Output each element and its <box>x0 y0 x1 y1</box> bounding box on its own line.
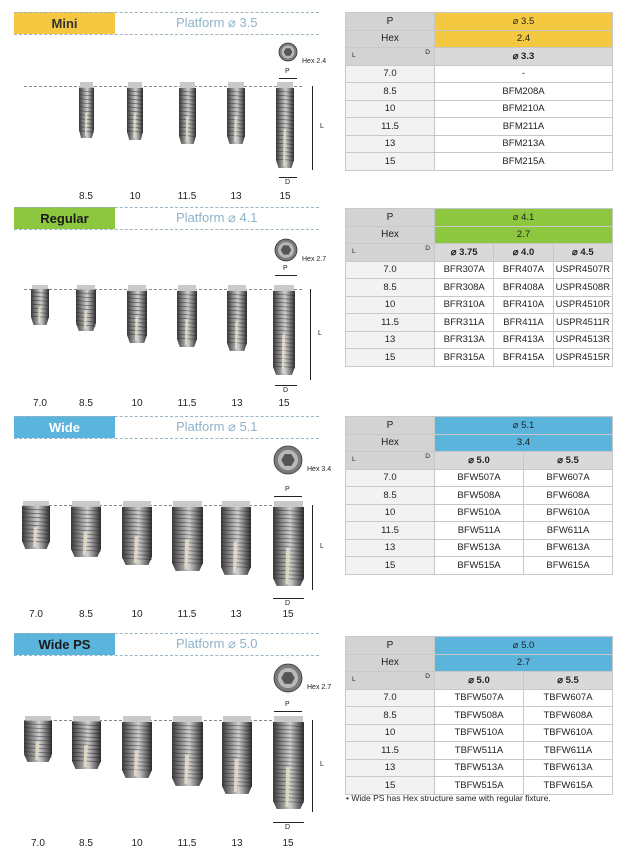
product-code-cell: USPR4507R <box>553 261 612 279</box>
platform-header: P <box>346 13 435 31</box>
product-code-cell: TBFW613A <box>524 759 613 777</box>
diameter-header: ⌀ 5.0 <box>435 452 524 470</box>
hex-value: 2.4 <box>435 30 613 48</box>
section-rule <box>14 34 319 35</box>
fixture-length-label: 8.5 <box>79 398 93 409</box>
platform-label: Platform ⌀ 5.1 <box>176 419 258 434</box>
hex-header: Hex <box>346 434 435 452</box>
platform-value: ⌀ 5.0 <box>435 637 613 655</box>
fixture-length-label: 15 <box>279 191 291 202</box>
fixture-length-label: 15 <box>282 838 294 849</box>
length-cell: 11.5 <box>346 118 435 136</box>
length-dimension-line <box>310 289 311 380</box>
product-code-cell: BFW608A <box>524 487 613 505</box>
implant-fixture <box>227 82 245 144</box>
length-cell: 11.5 <box>346 742 435 760</box>
product-code-cell: BFR408A <box>494 279 553 297</box>
product-code-cell: TBFW511A <box>435 742 524 760</box>
category-tab-wide: Wide <box>14 416 115 438</box>
implant-fixture <box>227 285 247 351</box>
platform-dimension-line <box>274 711 302 712</box>
diameter-dimension-label: D <box>285 600 291 607</box>
fixture-length-label: 7.0 <box>29 609 43 620</box>
length-cell: 8.5 <box>346 83 435 101</box>
section-rule <box>14 416 319 417</box>
platform-axis-line <box>24 289 302 290</box>
fixture-length-label: 7.0 <box>33 398 47 409</box>
diameter-axis-label: D <box>425 453 430 460</box>
implant-fixture <box>179 82 196 144</box>
hex-value: 2.7 <box>435 226 613 244</box>
fixture-length-label: 13 <box>231 398 243 409</box>
length-cell: 7.0 <box>346 469 435 487</box>
product-code-cell: USPR4510R <box>553 296 612 314</box>
platform-dimension-line <box>275 275 297 276</box>
length-cell: 7.0 <box>346 65 435 83</box>
length-axis-label: L <box>352 676 356 683</box>
length-cell: 13 <box>346 331 435 349</box>
diameter-dimension-line <box>273 822 304 823</box>
length-axis-label: L <box>352 456 356 463</box>
platform-label: Platform ⌀ 4.1 <box>176 210 258 225</box>
product-code-cell: BFR307A <box>435 261 494 279</box>
section-rule <box>14 655 319 656</box>
product-code-cell: BFW607A <box>524 469 613 487</box>
product-code-cell: TBFW607A <box>524 689 613 707</box>
hex-size-note: Hex 2.7 <box>302 256 327 263</box>
product-code-cell: BFW515A <box>435 557 524 575</box>
fixture-length-label: 11.5 <box>177 191 197 202</box>
platform-dimension-label: P <box>285 701 290 708</box>
length-axis-label: L <box>352 52 356 59</box>
fixture-length-label: 15 <box>282 609 294 620</box>
spec-table-regular <box>345 208 613 367</box>
hex-top-view-icon <box>273 445 303 475</box>
hex-size-note: Hex 2.4 <box>302 58 327 65</box>
product-code-cell: - <box>435 65 613 83</box>
length-cell: 10 <box>346 296 435 314</box>
diameter-dimension-label: D <box>285 824 291 831</box>
length-cell: 8.5 <box>346 487 435 505</box>
section-rule <box>14 229 319 230</box>
product-code-cell: TBFW608A <box>524 707 613 725</box>
fixture-length-label: 10 <box>131 398 143 409</box>
implant-fixture <box>222 716 252 794</box>
diameter-axis-label: D <box>425 49 430 56</box>
length-cell: 10 <box>346 504 435 522</box>
fixture-length-label: 10 <box>129 191 141 202</box>
product-code-cell: BFM210A <box>435 100 613 118</box>
length-cell: 13 <box>346 539 435 557</box>
length-dimension-line <box>312 505 313 590</box>
platform-dimension-line <box>279 78 297 79</box>
product-code-cell: USPR4508R <box>553 279 612 297</box>
hex-header: Hex <box>346 226 435 244</box>
length-cell: 11.5 <box>346 522 435 540</box>
category-tab-wideps: Wide PS <box>14 633 115 655</box>
product-code-cell: BFR407A <box>494 261 553 279</box>
diameter-header: ⌀ 5.0 <box>435 672 524 690</box>
length-diameter-corner <box>346 244 435 262</box>
length-diameter-corner <box>346 48 435 66</box>
hex-value: 2.7 <box>435 654 613 672</box>
diameter-dimension-line <box>279 177 297 178</box>
length-cell: 15 <box>346 349 435 367</box>
hex-top-view-icon <box>273 663 303 693</box>
hex-size-note: Hex 3.4 <box>307 466 332 473</box>
length-cell: 7.0 <box>346 689 435 707</box>
diameter-dimension-label: D <box>283 387 289 394</box>
length-dimension-label: L <box>320 542 324 550</box>
spec-table-mini <box>345 12 613 171</box>
fixture-length-label: 11.5 <box>177 398 197 409</box>
fixture-length-label: 8.5 <box>79 838 93 849</box>
implant-fixture <box>172 716 203 786</box>
implant-fixture <box>177 285 197 347</box>
platform-header: P <box>346 417 435 435</box>
diameter-dimension-label: D <box>285 179 291 186</box>
length-cell: 11.5 <box>346 314 435 332</box>
implant-fixture <box>273 716 304 809</box>
diameter-header: ⌀ 3.3 <box>435 48 613 66</box>
length-cell: 13 <box>346 135 435 153</box>
product-code-cell: BFW510A <box>435 504 524 522</box>
section-rule <box>14 633 319 634</box>
product-code-cell: BFR410A <box>494 296 553 314</box>
length-dimension-line <box>312 86 313 170</box>
product-code-cell: BFM215A <box>435 153 613 171</box>
platform-value: ⌀ 4.1 <box>435 209 613 227</box>
product-code-cell: BFW511A <box>435 522 524 540</box>
fixture-length-label: 13 <box>230 191 242 202</box>
platform-dimension-label: P <box>285 486 290 493</box>
implant-fixture <box>172 501 203 571</box>
length-diameter-corner <box>346 452 435 470</box>
product-code-cell: BFW613A <box>524 539 613 557</box>
length-cell: 8.5 <box>346 707 435 725</box>
fixture-length-label: 8.5 <box>79 191 93 202</box>
length-dimension-label: L <box>320 761 324 768</box>
fixture-length-label: 11.5 <box>177 838 197 849</box>
implant-fixture <box>122 501 152 565</box>
diameter-dimension-line <box>275 385 297 386</box>
product-code-cell: BFR313A <box>435 331 494 349</box>
product-code-cell: TBFW513A <box>435 759 524 777</box>
implant-fixture <box>127 285 147 343</box>
product-code-cell: BFR411A <box>494 314 553 332</box>
product-code-cell: BFR415A <box>494 349 553 367</box>
length-cell: 13 <box>346 759 435 777</box>
category-tab-regular: Regular <box>14 207 115 229</box>
hex-size-note: Hex 2.7 <box>307 684 332 691</box>
product-code-cell: BFR310A <box>435 296 494 314</box>
implant-fixture <box>276 82 294 168</box>
fixture-length-label: 11.5 <box>177 609 197 620</box>
implant-fixture <box>221 501 251 575</box>
platform-dimension-label: P <box>285 68 290 75</box>
diameter-header: ⌀ 5.5 <box>524 672 613 690</box>
fixture-length-label: 13 <box>231 838 243 849</box>
product-code-cell: TBFW610A <box>524 724 613 742</box>
length-cell: 15 <box>346 777 435 795</box>
diameter-axis-label: D <box>425 673 430 680</box>
wide-ps-footnote: • Wide PS has Hex structure same with regular fixture. <box>346 793 551 803</box>
length-axis-label: L <box>352 248 356 255</box>
length-cell: 15 <box>346 153 435 171</box>
implant-fixture <box>273 501 304 586</box>
product-code-cell: USPR4513R <box>553 331 612 349</box>
product-code-cell: BFR311A <box>435 314 494 332</box>
fixture-length-label: 10 <box>131 838 143 849</box>
implant-fixture <box>31 285 49 325</box>
platform-axis-line <box>24 86 302 87</box>
product-code-cell: BFW611A <box>524 522 613 540</box>
product-code-cell: USPR4511R <box>553 314 612 332</box>
length-diameter-corner <box>346 672 435 690</box>
diameter-header: ⌀ 5.5 <box>524 452 613 470</box>
implant-fixture <box>122 716 152 778</box>
product-code-cell: BFW508A <box>435 487 524 505</box>
product-code-cell: BFR308A <box>435 279 494 297</box>
product-code-cell: BFW513A <box>435 539 524 557</box>
product-code-cell: BFM211A <box>435 118 613 136</box>
section-rule <box>14 12 319 13</box>
fixture-length-label: 15 <box>278 398 290 409</box>
length-cell: 7.0 <box>346 261 435 279</box>
product-code-cell: BFM213A <box>435 135 613 153</box>
platform-header: P <box>346 637 435 655</box>
product-code-cell: TBFW515A <box>435 777 524 795</box>
platform-axis-line <box>24 720 302 721</box>
implant-fixture <box>24 716 52 762</box>
platform-label: Platform ⌀ 3.5 <box>176 15 258 30</box>
length-cell: 10 <box>346 724 435 742</box>
product-code-cell: BFW615A <box>524 557 613 575</box>
section-rule <box>14 207 319 208</box>
implant-fixture <box>71 501 101 557</box>
implant-fixture <box>72 716 101 769</box>
diameter-header: ⌀ 4.5 <box>553 244 612 262</box>
length-dimension-label: L <box>318 329 322 337</box>
platform-dimension-label: P <box>283 265 288 272</box>
product-code-cell: USPR4515R <box>553 349 612 367</box>
platform-value: ⌀ 3.5 <box>435 13 613 31</box>
diameter-header: ⌀ 3.75 <box>435 244 494 262</box>
hex-top-view-icon <box>278 42 298 62</box>
implant-fixture <box>127 82 143 140</box>
product-code-cell: TBFW611A <box>524 742 613 760</box>
platform-axis-line <box>24 505 302 506</box>
hex-header: Hex <box>346 654 435 672</box>
length-cell: 10 <box>346 100 435 118</box>
platform-label: Platform ⌀ 5.0 <box>176 636 258 651</box>
implant-fixture <box>273 285 295 375</box>
fixture-length-label: 7.0 <box>31 838 45 849</box>
hex-top-view-icon <box>274 238 298 262</box>
product-code-cell: TBFW508A <box>435 707 524 725</box>
diameter-header: ⌀ 4.0 <box>494 244 553 262</box>
diameter-axis-label: D <box>425 245 430 252</box>
product-code-cell: BFR315A <box>435 349 494 367</box>
section-rule <box>14 438 319 439</box>
length-cell: 8.5 <box>346 279 435 297</box>
length-cell: 15 <box>346 557 435 575</box>
product-code-cell: TBFW510A <box>435 724 524 742</box>
product-code-cell: TBFW615A <box>524 777 613 795</box>
length-dimension-label: L <box>320 123 324 130</box>
fixture-length-label: 8.5 <box>79 609 93 620</box>
implant-fixture <box>79 82 94 138</box>
platform-header: P <box>346 209 435 227</box>
category-tab-mini: Mini <box>14 12 115 34</box>
implant-fixture <box>76 285 96 331</box>
product-code-cell: BFR413A <box>494 331 553 349</box>
spec-table-wide <box>345 416 613 575</box>
implant-fixture <box>22 501 50 549</box>
platform-value: ⌀ 5.1 <box>435 417 613 435</box>
product-code-cell: BFM208A <box>435 83 613 101</box>
platform-dimension-line <box>274 496 302 497</box>
spec-table-wideps <box>345 636 613 795</box>
diameter-dimension-line <box>273 598 304 599</box>
product-code-cell: BFW507A <box>435 469 524 487</box>
hex-value: 3.4 <box>435 434 613 452</box>
length-dimension-line <box>312 720 313 812</box>
hex-header: Hex <box>346 30 435 48</box>
fixture-length-label: 13 <box>230 609 242 620</box>
product-code-cell: BFW610A <box>524 504 613 522</box>
product-code-cell: TBFW507A <box>435 689 524 707</box>
fixture-length-label: 10 <box>131 609 143 620</box>
